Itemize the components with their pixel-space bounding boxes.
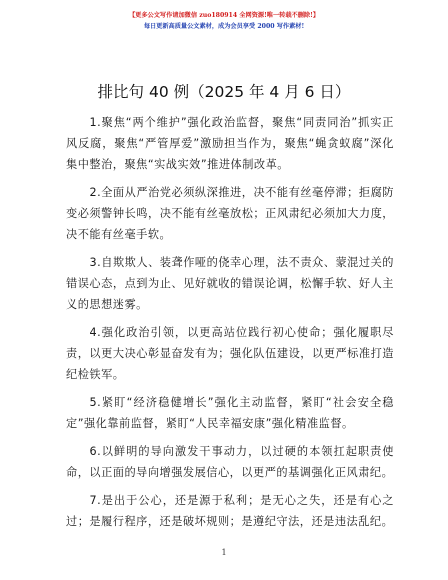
paragraph-text: 以鲜明的导向激发干事动力，以过硬的本领扛起职责使命，以正面的导向增强发展信心，以更严的基调强化正风肃纪。 xyxy=(66,445,394,479)
header-promo-line: 【更多公文写作请加微信 zuo180914 全网资源!唯一转载不删除!】 xyxy=(128,12,320,19)
paragraph-number: 1. xyxy=(89,116,102,129)
paragraph xyxy=(66,322,394,385)
paragraph-number: 2. xyxy=(89,186,102,199)
page-header xyxy=(0,10,448,32)
paragraph-text: 全面从严治党必须纵深推进，决不能有丝毫停滞；拒腐防变必须警钟长鸣，决不能有丝毫放松；正风肃纪必须加大力度，决不能有丝毫手软。 xyxy=(66,186,394,241)
paragraph xyxy=(66,490,394,532)
paragraph-text: 是出于公心，还是源于私利；是无心之失，还是有心之过；是履行程序，还是破坏规则；是遵纪守法，还是违法乱纪。 xyxy=(66,494,394,528)
paragraph-text: 紧盯“经济稳健增长”强化主动监督，紧盯“社会安全稳定”强化靠前监督，紧盯“人民幸福安康”强化精准监督。 xyxy=(66,396,394,430)
paragraph-number: 4. xyxy=(89,326,102,339)
paragraph-text: 自欺欺人、装聋作哑的侥幸心理，法不责众、蒙混过关的错误心态，点到为止、见好就收的错误论调，松懈手软、好人主义的思想迷雾。 xyxy=(66,256,394,311)
header-update-line: 每日更新高质量公文素材，成为会员享受 2000 写作素材! xyxy=(143,23,305,30)
paragraph xyxy=(66,112,394,175)
document-body xyxy=(66,112,394,539)
paragraph-number: 7. xyxy=(89,494,102,507)
paragraph xyxy=(66,441,394,483)
paragraph-number: 6. xyxy=(89,445,102,458)
paragraph-number: 5. xyxy=(89,396,102,409)
paragraph-number: 3. xyxy=(89,256,102,269)
paragraph xyxy=(66,252,394,315)
paragraph-text: 聚焦“两个维护”强化政治监督，聚焦“同责同治”抓实正风反腐，聚焦“严管厚爱”激励担当作为，聚焦“蝇贪蚁腐”深化集中整治，聚焦“实战实效”推进体制改革。 xyxy=(66,116,394,171)
paragraph-text: 强化政治引领，以更高站位践行初心使命；强化履职尽责，以更大决心彰显奋发有为；强化队伍建设，以更严标准打造纪检铁军。 xyxy=(66,326,394,381)
paragraph xyxy=(66,182,394,245)
paragraph xyxy=(66,392,394,434)
page-number: 1 xyxy=(221,548,227,557)
document-title: 排比句 40 例（2025 年 4 月 6 日） xyxy=(97,83,351,101)
